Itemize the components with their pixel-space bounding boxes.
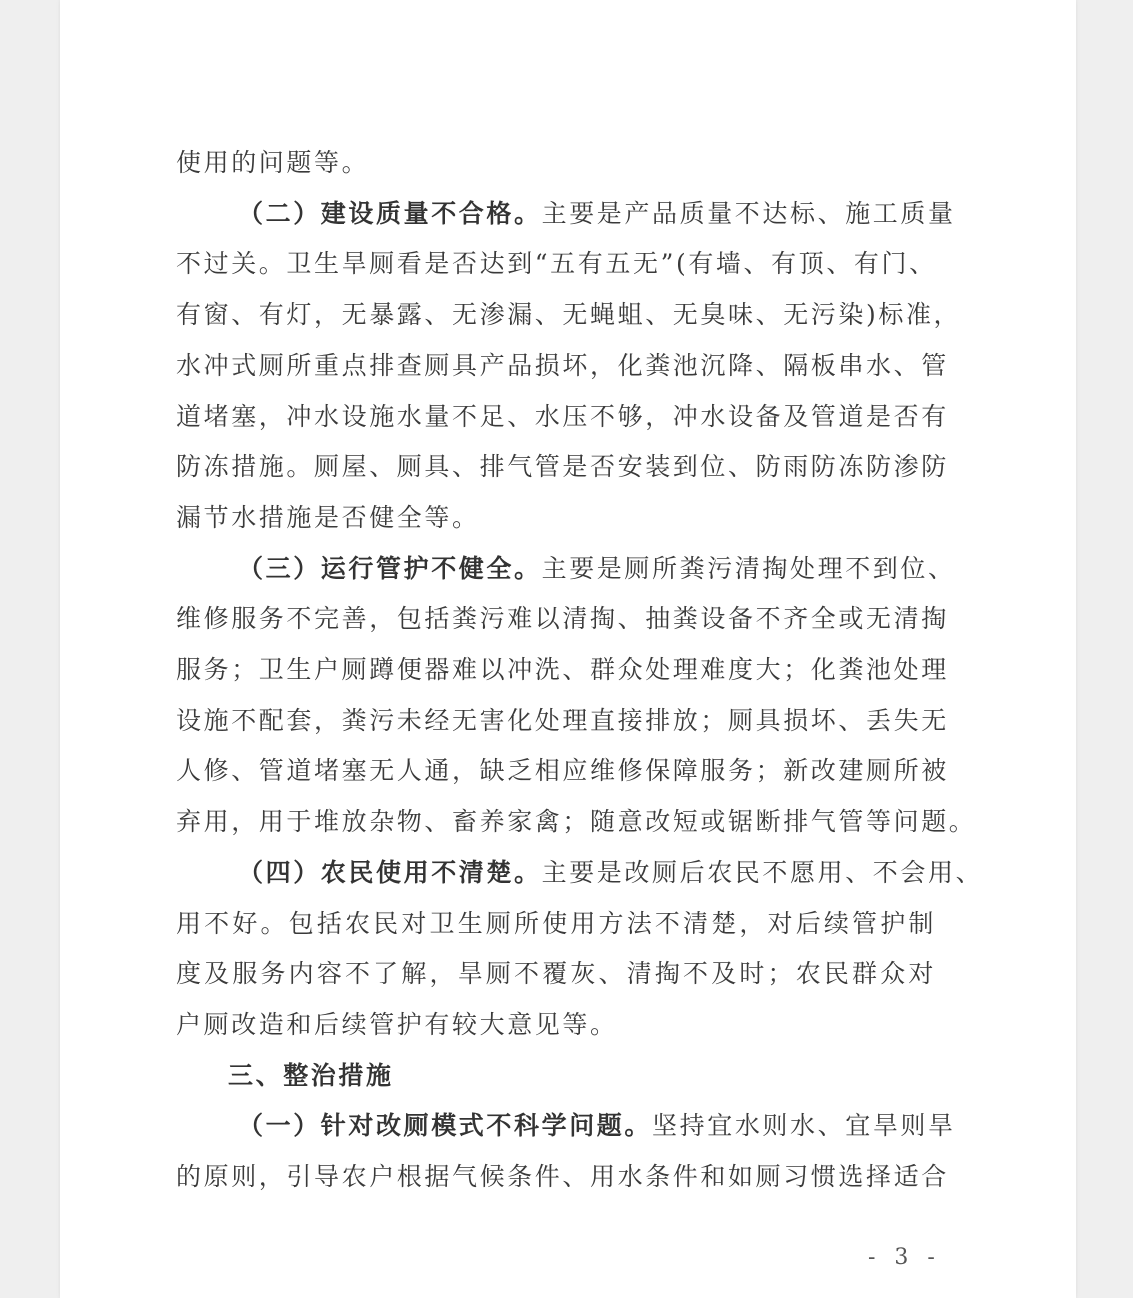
text-segment: 主要是改厕后农民不愿用、不会用、 xyxy=(541,857,984,887)
document-body xyxy=(176,138,984,1203)
text-line xyxy=(176,848,984,899)
text-line: 不过关。卫生旱厕看是否达到“五有五无”(有墙、有顶、有门、 xyxy=(176,249,937,279)
paragraph-maintenance xyxy=(176,544,977,848)
text-line: 度及服务内容不了解，旱厕不覆灰、清掏不及时；农民群众对 xyxy=(176,959,936,989)
text-line: 设施不配套，粪污未经无害化处理直接排放；厕具损坏、丢失无 xyxy=(176,705,949,735)
text-line: 有窗、有灯，无暴露、无渗漏、无蝇蛆、无臭味、无污染)标准， xyxy=(176,300,962,330)
text-line xyxy=(176,544,956,595)
text-line xyxy=(176,1101,956,1152)
text-line: 维修服务不完善，包括粪污难以清掏、抽粪设备不齐全或无清掏 xyxy=(176,604,949,634)
text-segment: 主要是产品质量不达标、施工质量 xyxy=(541,198,956,228)
paragraph-heading: （四）农民使用不清楚。 xyxy=(238,857,542,887)
text-line: 弃用，用于堆放杂物、畜养家禽；随意改短或锯断排气管等问题。 xyxy=(176,807,977,837)
paragraph-farmer-usage xyxy=(176,848,984,1051)
text-line: 用不好。包括农民对卫生厕所使用方法不清楚，对后续管护制 xyxy=(176,908,936,938)
text-segment: 坚持宜水则水、宜旱则旱 xyxy=(652,1111,956,1141)
text-line: 服务；卫生户厕蹲便器难以冲洗、群众处理难度大；化粪池处理 xyxy=(176,655,949,685)
text-segment: 主要是厕所粪污清掏处理不到位、 xyxy=(541,553,956,583)
paragraph-1-tail xyxy=(176,138,936,189)
text-line: 水冲式厕所重点排查厕具产品损坏，化粪池沉降、隔板串水、管 xyxy=(176,350,949,380)
section-heading: 三、整治措施 xyxy=(228,1060,394,1090)
paragraph-heading: （三）运行管护不健全。 xyxy=(238,553,542,583)
text-line xyxy=(176,189,956,240)
text-line: 漏节水措施是否健全等。 xyxy=(176,502,480,532)
page-number: - 3 - xyxy=(868,1245,941,1270)
paragraph-construction-quality xyxy=(176,189,962,544)
paragraph-heading: （一）针对改厕模式不科学问题。 xyxy=(238,1111,653,1141)
document-page xyxy=(60,0,1076,1298)
paragraph-heading: （二）建设质量不合格。 xyxy=(238,198,542,228)
paragraph-remediation-1 xyxy=(176,1101,956,1202)
text-line: 的原则，引导农户根据气候条件、用水条件和如厕习惯选择适合 xyxy=(176,1162,949,1192)
text-line: 户厕改造和后续管护有较大意见等。 xyxy=(176,1009,618,1039)
text-line: 人修、管道堵塞无人通，缺乏相应维修保障服务；新改建厕所被 xyxy=(176,756,949,786)
text-line: 使用的问题等。 xyxy=(176,148,370,177)
text-line: 防冻措施。厕屋、厕具、排气管是否安装到位、防雨防冻防渗防 xyxy=(176,452,949,482)
text-line: 道堵塞，冲水设施水量不足、水压不够，冲水设备及管道是否有 xyxy=(176,401,949,431)
